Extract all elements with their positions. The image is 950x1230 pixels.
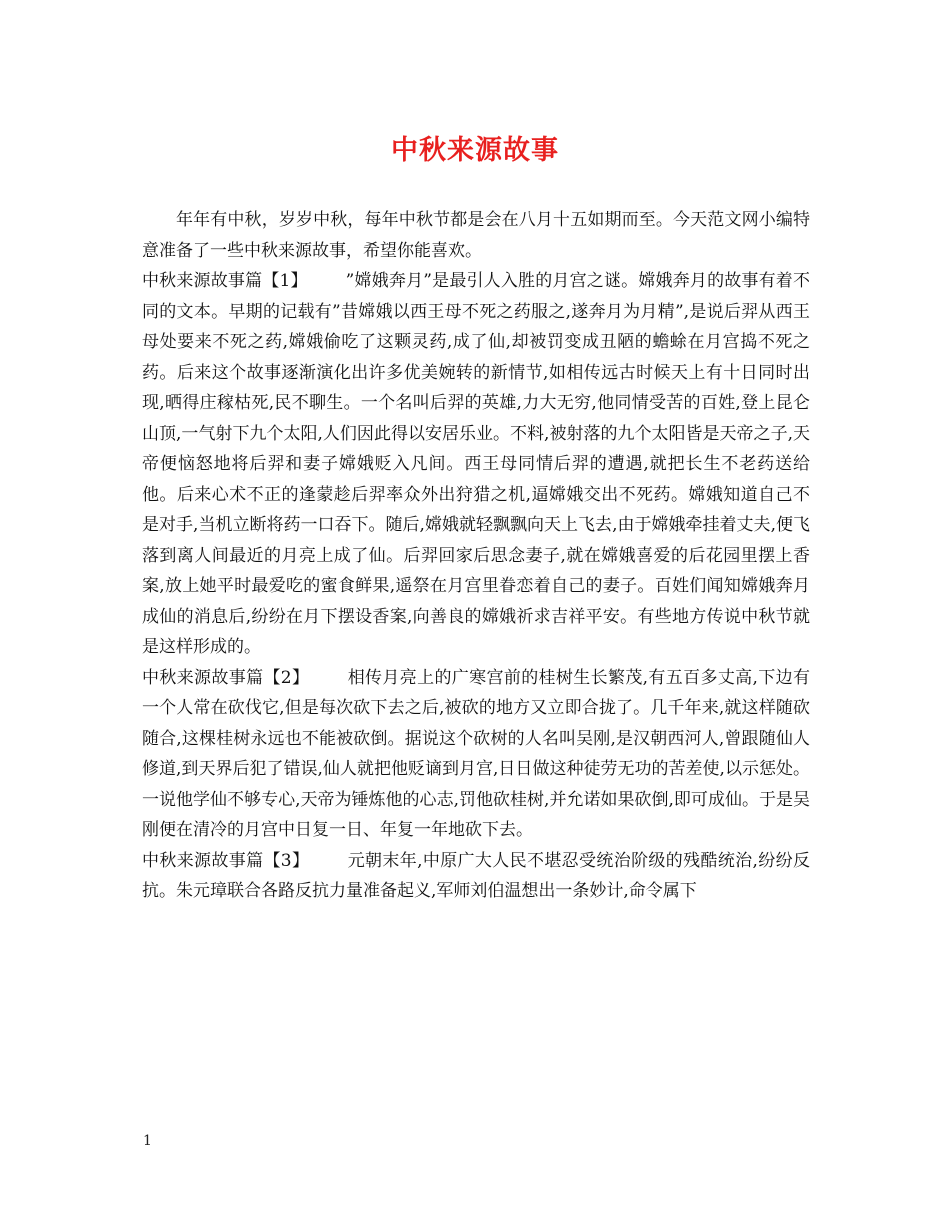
story-paragraph-3 — [142, 846, 810, 907]
intro-paragraph: 年年有中秋，岁岁中秋，每年中秋节都是会在八月十五如期而至。今天范文网小编特意准备了一些中秋来源故事，希望你能喜欢。 — [142, 210, 810, 261]
story-paragraph-2 — [142, 663, 810, 846]
story-text-2: 相传月亮上的广寒宫前的桂树生长繁茂,有五百多丈高,下边有一个人常在砍伐它,但是每次砍下去之后,被砍的地方又立即合拢了。几千年来,就这样随砍随合,这棵桂树永远也不能被砍倒。据说这个砍树的人名叫吴刚,是汉朝西河人,曾跟随仙人修道,到天界后犯了错误,仙人就把他贬谪到月宫,日日做这种徒劳无功的苦差使,以示惩处。一说他学仙不够专心,天帝为锤炼他的心志,罚他砍桂树,并允诺如果砍倒,即可成仙。于是吴刚便在清冷的月宫中日复一日、年复一年地砍下去。 — [142, 667, 810, 840]
document-body — [142, 205, 810, 907]
document-title: 中秋来源故事 — [391, 135, 559, 166]
story-label-3: 中秋来源故事篇【3】 — [142, 850, 310, 871]
story-label-1: 中秋来源故事篇【1】 — [142, 271, 308, 291]
story-paragraph-1 — [142, 266, 810, 663]
page-number: 1 — [143, 1133, 152, 1149]
story-text-3: 元朝末年,中原广大人民不堪忍受统治阶级的残酷统治,纷纷反抗。朱元璋联合各路反抗力量准备起义,军师刘伯温想出一条妙计,命令属下 — [142, 850, 810, 901]
story-text-1: ”嫦娥奔月”是最引人入胜的月宫之谜。嫦娥奔月的故事有着不同的文本。早期的记载有”昔嫦娥以西王母不死之药服之,遂奔月为月精”,是说后羿从西王母处要来不死之药,嫦娥偷吃了这颗灵药,成了仙,却被罚变成丑陋的蟾蜍在月宫捣不死之药。后来这个故事逐渐演化出许多优美婉转的新情节,如相传远古时候天上有十日同时出现,晒得庄稼枯死,民不聊生。一个名叫后羿的英雄,力大无穷,他同情受苦的百姓,登上昆仑山顶,一气射下九个太阳,人们因此得以安居乐业。不料,被射落的九个太阳皆是天帝之子,天帝便恼怒地将后羿和妻子嫦娥贬入凡间。西王母同情后羿的遭遇,就把长生不老药送给他。后来心术不正的逢蒙趁后羿率众外出狩猎之机,逼嫦娥交出不死药。嫦娥知道自己不是对手,当机立断将药一口吞下。随后,嫦娥就轻飘飘向天上飞去,由于嫦娥牵挂着丈夫,便飞落到离人间最近的月亮上成了仙。后羿回家后思念妻子,就在嫦娥喜爱的后花园里摆上香案,放上她平时最爱吃的蜜食鲜果,遥祭在月宫里眷恋着自己的妻子。百姓们闻知嫦娥奔月成仙的消息后,纷纷在月下摆设香案,向善良的嫦娥祈求吉祥平安。有些地方传说中秋节就是这样形成的。 — [142, 271, 810, 657]
story-label-2: 中秋来源故事篇【2】 — [142, 667, 310, 688]
